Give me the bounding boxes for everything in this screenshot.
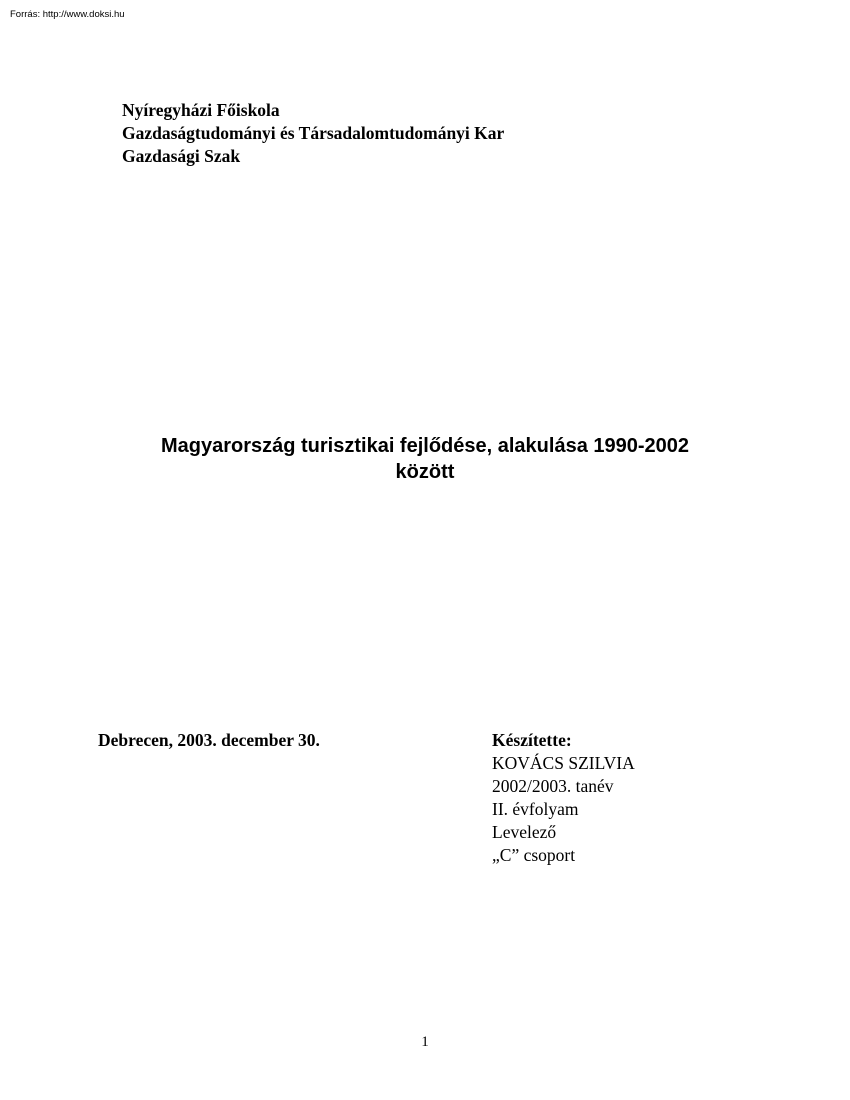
author-name: KOVÁCS SZILVIA	[492, 753, 635, 773]
group: „C” csoport	[492, 845, 576, 865]
major-name: Gazdasági Szak	[122, 146, 241, 166]
title-line-2: között	[395, 461, 455, 483]
school-year: 2002/2003. tanév	[492, 776, 614, 796]
title-line-1: Magyarország turisztikai fejlődése, alakulása 1990-2002	[160, 435, 690, 457]
faculty-name: Gazdaságtudományi és Társadalomtudományi Kar	[122, 123, 505, 143]
institution-name: Nyíregyházi Főiskola	[122, 100, 280, 120]
year-of-study: II. évfolyam	[492, 799, 579, 819]
author-block	[492, 729, 635, 867]
place-date: Debrecen, 2003. december 30.	[98, 730, 320, 750]
page-number: 1	[421, 1034, 429, 1050]
document-title	[0, 433, 850, 485]
study-mode: Levelező	[492, 822, 557, 842]
author-heading: Készítette:	[492, 730, 572, 750]
institution-header	[122, 99, 504, 168]
source-note: Forrás: http://www.doksi.hu	[10, 9, 125, 20]
